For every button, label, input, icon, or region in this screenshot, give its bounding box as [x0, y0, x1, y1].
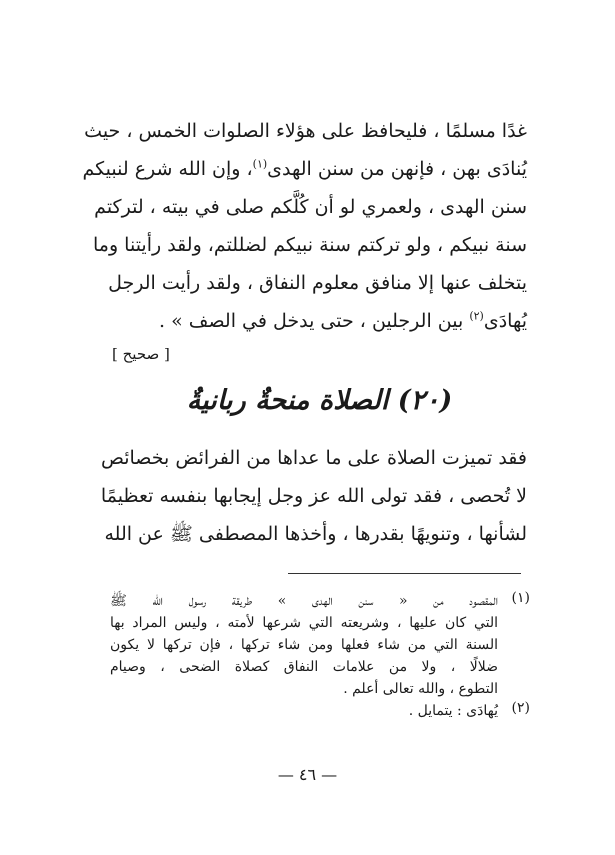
- body-line-6a: يُهادَى: [483, 310, 527, 332]
- footnote-mark-2[interactable]: (٢): [469, 309, 484, 323]
- section-heading: (٢٠) الصلاة منحةٌ ربانيةٌ: [186, 385, 453, 416]
- body-line-1: غدًا مسلمًا ، فليحافظ على هؤلاء الصلوات الخمس ، حيث: [84, 120, 527, 142]
- footnote-line: المقصود من « سنن الهدى » طريقة رسول الله ﷺ: [110, 593, 498, 609]
- body-line-2: [82, 150, 527, 188]
- footnote-2: [110, 700, 530, 722]
- para-line-1: فقد تميزت الصلاة على ما عداها من الفرائض بخصائص: [100, 447, 527, 469]
- body-line-2b: ، وإن الله شرع لنبيكم: [82, 158, 253, 180]
- para-line-3: لشأنها ، وتنويهًا بقدرها ، وأخذها المصطفى ﷺ عن الله: [104, 523, 527, 545]
- footnote-line: يُهادَى : يتمايل .: [408, 703, 498, 719]
- footnote-mark-1[interactable]: (١): [252, 157, 268, 171]
- footnote-body: [110, 700, 498, 722]
- body-line-3: سنن الهدى ، ولعمري لو أن كُلَّكم صلى في بيته ، لتركتم: [94, 196, 527, 218]
- section-paragraph: [100, 439, 527, 553]
- body-line-4: سنة نبيكم ، ولو تركتم سنة نبيكم لضللتم، ولقد رأيتنا وما: [92, 234, 527, 256]
- hadith-grade: [ صحيح ]: [112, 345, 170, 363]
- body-line-6: [112, 302, 527, 340]
- hadith-paragraph: [82, 112, 527, 340]
- body-line-6b: بين الرجلين ، حتى يدخل في الصف » .: [159, 310, 464, 332]
- footnote-separator: [288, 573, 521, 574]
- footnote-1: [110, 590, 530, 700]
- page-number: — ٤٦ —: [277, 765, 338, 784]
- footnote-number: (١): [511, 590, 530, 606]
- footnote-number: (٢): [511, 700, 530, 716]
- footnote-line: السنة التي من شاء فعلها ومن شاء تركها ، فإن تركها لا يكون: [110, 637, 498, 653]
- body-line-5: يتخلف عنها إلا منافق معلوم النفاق ، ولقد رأيت الرجل: [108, 272, 527, 294]
- footnote-line: التطوع ، والله تعالى أعلم .: [343, 681, 498, 697]
- footnote-line: ضلالًا ، ولا من علامات النفاق كصلاة الضحى ، وصيام: [110, 659, 498, 675]
- footnotes: [110, 590, 530, 722]
- para-line-2: لا تُحصى ، فقد تولى الله عز وجل إيجابها بنفسه تعظيمًا: [100, 485, 527, 507]
- body-line-2a: يُنادَى بهن ، فإنهن من سنن الهدى: [267, 158, 527, 180]
- footnote-body: [110, 590, 498, 700]
- footnote-line: التي كان عليها ، وشريعته التي شرعها لأمته ، وليس المراد بها: [110, 615, 498, 631]
